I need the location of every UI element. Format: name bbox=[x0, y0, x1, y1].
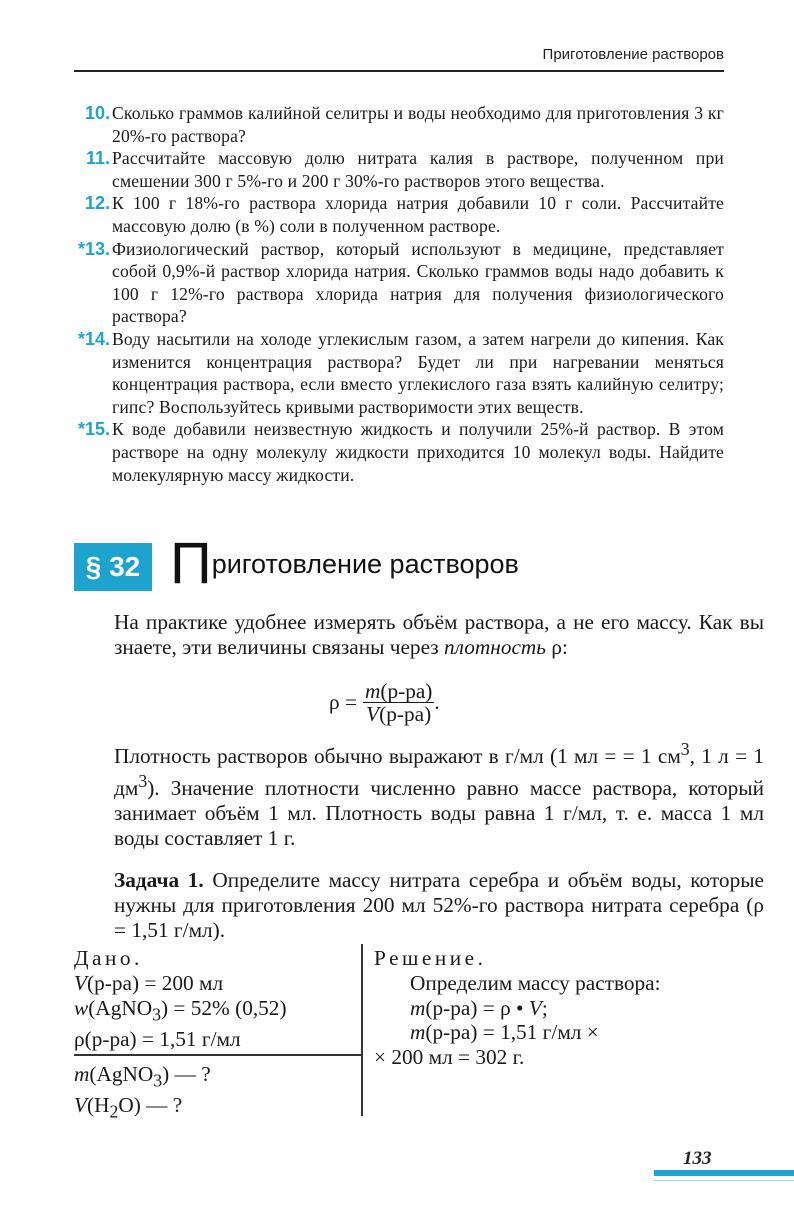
given-block bbox=[74, 946, 287, 1051]
exercise-number: *14. bbox=[77, 328, 110, 349]
formula-den-var: V bbox=[366, 702, 380, 726]
section-badge: § 32 bbox=[74, 543, 152, 591]
exercise-text: Воду насытили на холоде углекислым газом, а затем нагрели до кипения. Как изменится концентрация раствора? Будет ли при нагревании меняться концентрация раствора, если вместо углекислого газа взять калийную селитру; гипс? Воспользуйтесь кривыми растворимости этих веществ. bbox=[112, 328, 724, 417]
density-formula bbox=[329, 680, 440, 725]
superscript: 3 bbox=[138, 770, 148, 791]
solution-text: (р-ра) = ρ • bbox=[425, 995, 529, 1020]
solution-line: Определим массу раствора: bbox=[410, 970, 661, 995]
exercise-item bbox=[62, 418, 724, 486]
variable: m bbox=[410, 995, 426, 1020]
given-find-divider bbox=[74, 1054, 362, 1056]
exercise-number: 11. bbox=[85, 148, 110, 169]
solution-line bbox=[374, 1020, 661, 1045]
intro-text-end: ρ: bbox=[546, 634, 568, 659]
subscript: 2 bbox=[109, 1101, 119, 1122]
variable: V bbox=[74, 970, 88, 995]
exercise-number: 12. bbox=[84, 193, 110, 214]
find-text: (AgNO bbox=[89, 1062, 154, 1086]
exercise-item bbox=[62, 192, 724, 237]
formula-num-var: m bbox=[364, 679, 381, 703]
footer-accent-bar bbox=[654, 1170, 794, 1176]
subscript: 3 bbox=[153, 1070, 163, 1091]
given-text: (AgNO bbox=[88, 995, 153, 1020]
given-line bbox=[74, 996, 287, 1027]
exercise-number: *15. bbox=[77, 419, 110, 440]
variable: m bbox=[74, 1062, 90, 1086]
intro-paragraph bbox=[74, 610, 764, 660]
subscript: 3 bbox=[152, 1003, 161, 1024]
solution-text: (р-ра) = 1,51 г/мл × bbox=[425, 1020, 599, 1045]
exercise-number: *13. bbox=[77, 238, 110, 259]
page-number: 133 bbox=[683, 1148, 712, 1169]
given-text: (р-ра) = 200 мл bbox=[87, 970, 224, 995]
formula-numerator bbox=[363, 680, 434, 703]
formula-fraction bbox=[363, 680, 434, 725]
find-line bbox=[74, 1062, 211, 1093]
solution-line bbox=[374, 996, 661, 1021]
section-title bbox=[170, 531, 519, 596]
exercise-number: 10. bbox=[84, 103, 110, 123]
formula-num-arg: (р-ра) bbox=[380, 679, 433, 703]
find-text: O) — ? bbox=[118, 1093, 183, 1118]
exercise-item bbox=[62, 147, 724, 192]
exercise-text: Физиологический раствор, который используют в медицине, представляет собой 0,9%-й раствор хлорида натрия. Сколько граммов воды надо добавить к 100 г 12%-го раствора хлорида натрия для получения физиологического раствора? bbox=[112, 238, 724, 327]
formula-denominator bbox=[364, 703, 433, 725]
footer-accent-line bbox=[654, 1180, 794, 1181]
task-text: Определите массу нитрата серебра и объём воды, которые нужны для приготовления 200 мл 52%-го раствора нитрата серебра (ρ = 1,51 г/мл). bbox=[114, 868, 764, 942]
find-line bbox=[74, 1093, 211, 1124]
task-paragraph bbox=[74, 868, 764, 942]
task-label: Задача 1. bbox=[114, 868, 204, 892]
solution-block bbox=[374, 946, 661, 1070]
density-text-c: ). Значение плотности численно равно массе раствора, который занимает объём 1 мл. Плотность воды равна 1 г/мл, т. е. масса 1 мл воды составляет 1 г. bbox=[114, 775, 764, 850]
given-line bbox=[74, 971, 287, 996]
exercise-item bbox=[62, 102, 724, 147]
solution-heading: Решение. bbox=[374, 946, 487, 970]
density-text-b: , 1 л = 1 дм bbox=[114, 744, 764, 800]
density-text-a: Плотность растворов обычно выражают в г/мл (1 мл = = 1 см bbox=[114, 744, 681, 769]
find-text: ) — ? bbox=[162, 1062, 211, 1086]
section-title-initial: П bbox=[170, 531, 212, 596]
exercise-text: Сколько граммов калийной селитры и воды необходимо для приготовления 3 кг 20%-го раствора? bbox=[112, 103, 724, 146]
formula-lhs: ρ = bbox=[329, 690, 357, 714]
given-line: ρ(р-ра) = 1,51 г/мл bbox=[74, 1026, 241, 1051]
density-paragraph bbox=[74, 737, 764, 850]
find-block bbox=[74, 1062, 211, 1124]
term-density: плотность bbox=[444, 634, 546, 659]
solution-text: ; bbox=[541, 995, 548, 1020]
variable: m bbox=[410, 1020, 426, 1045]
solution-line: × 200 мл = 302 г. bbox=[374, 1045, 525, 1070]
exercise-item bbox=[62, 238, 724, 328]
running-title: Приготовление растворов bbox=[542, 46, 724, 63]
variable: w bbox=[74, 995, 89, 1020]
intro-text: На практике удобнее измерять объём раствора, а не его массу. Как вы знаете, эти величины связаны через bbox=[114, 610, 764, 659]
exercise-text: Рассчитайте массовую долю нитрата калия в растворе, полученном при смешении 300 г 5%-го и 200 г 30%-го растворов этого вещества. bbox=[112, 148, 724, 191]
given-heading: Дано. bbox=[74, 946, 143, 970]
exercise-list bbox=[62, 102, 724, 486]
exercise-item bbox=[62, 328, 724, 418]
given-text: ) = 52% (0,52) bbox=[160, 995, 287, 1020]
formula-end: . bbox=[434, 690, 440, 714]
find-text: (H bbox=[87, 1093, 110, 1118]
variable: V bbox=[74, 1093, 88, 1118]
header-rule bbox=[74, 70, 724, 72]
exercise-text: К воде добавили неизвестную жидкость и получили 25%-й раствор. В этом растворе на одну молекулу жидкости приходится 10 молекул воды. Найдите молекулярную массу жидкости. bbox=[112, 419, 724, 485]
exercise-text: К 100 г 18%-го раствора хлорида натрия добавили 10 г соли. Рассчитайте массовую долю (в %) соли в полученном растворе. bbox=[112, 193, 724, 236]
variable: V bbox=[528, 995, 542, 1020]
superscript: 3 bbox=[680, 739, 690, 759]
formula-den-arg: (р-ра) bbox=[379, 702, 432, 726]
section-title-rest: риготовление растворов bbox=[211, 549, 519, 579]
given-solution-divider bbox=[361, 944, 363, 1116]
